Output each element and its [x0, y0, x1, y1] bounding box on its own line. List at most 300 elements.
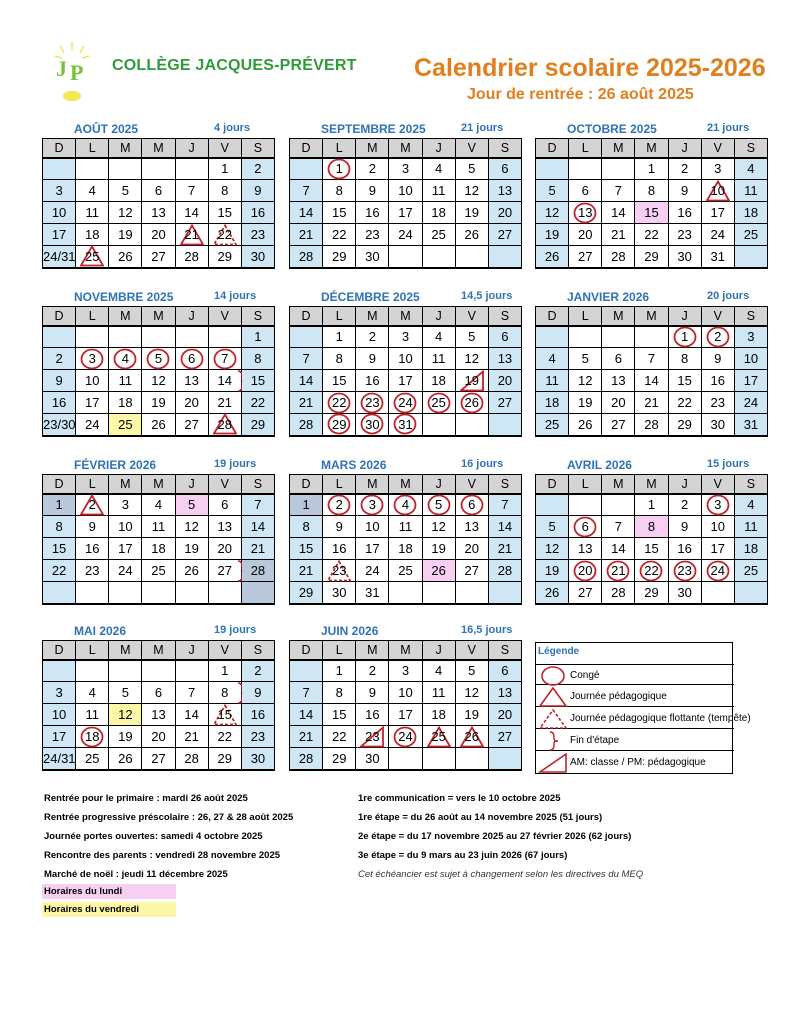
day-cell — [734, 414, 767, 436]
day-cell — [109, 516, 142, 538]
day-number: 3 — [747, 329, 755, 345]
day-number: 2 — [254, 663, 262, 679]
day-cell — [635, 494, 668, 516]
legend-title: Légende — [538, 646, 580, 657]
weekday-header: J — [175, 139, 208, 158]
weekday-header: S — [241, 475, 274, 494]
month-grid — [42, 306, 275, 437]
day-number: 22 — [331, 395, 347, 410]
day-cell — [602, 246, 635, 268]
day-number: 12 — [431, 519, 446, 534]
day-cell — [241, 370, 274, 392]
day-cell — [290, 348, 323, 370]
day-number: 9 — [254, 685, 262, 700]
day-number: 27 — [497, 729, 513, 744]
day-number: 1 — [221, 161, 229, 177]
day-cell — [455, 202, 488, 224]
day-number: 19 — [118, 227, 133, 242]
day-cell — [76, 326, 109, 348]
day-cell — [142, 704, 175, 726]
day-number: 1 — [221, 663, 229, 679]
day-cell — [43, 414, 76, 436]
day-cell — [323, 246, 356, 268]
day-number: 7 — [302, 351, 310, 366]
highlight-vendredi: Horaires du vendredi — [42, 902, 176, 917]
month-name: DÉCEMBRE 2025 — [321, 290, 420, 304]
day-number: 13 — [497, 351, 513, 366]
day-cell — [208, 224, 241, 246]
day-cell — [668, 158, 701, 180]
weekday-header: M — [142, 475, 175, 494]
day-number: 4 — [435, 329, 443, 345]
week-row — [43, 726, 275, 748]
day-number: 28 — [217, 416, 232, 432]
day-number: 1 — [302, 497, 310, 513]
weekday-header: M — [389, 307, 422, 326]
week-row — [536, 582, 768, 604]
week-row — [290, 326, 522, 348]
day-number: 7 — [302, 685, 310, 700]
week-row — [290, 392, 522, 414]
week-row — [290, 180, 522, 202]
day-number: 9 — [368, 183, 376, 198]
day-number: 21 — [298, 563, 314, 578]
day-number: 31 — [398, 416, 413, 432]
day-cell — [701, 516, 734, 538]
day-cell — [389, 704, 422, 726]
day-number: 15 — [331, 373, 347, 388]
day-number: 30 — [331, 584, 347, 600]
day-number: 21 — [611, 227, 626, 242]
day-number: 29 — [331, 248, 347, 264]
day-number: 28 — [644, 416, 659, 432]
weekday-header: V — [455, 307, 488, 326]
day-cell — [668, 180, 701, 202]
day-number: 21 — [644, 395, 659, 410]
day-cell — [422, 560, 455, 582]
day-number: 15 — [644, 541, 659, 556]
weekday-header: V — [208, 307, 241, 326]
day-cell — [241, 202, 274, 224]
day-number: 11 — [545, 373, 559, 388]
day-cell — [208, 682, 241, 704]
day-number: 10 — [710, 183, 725, 198]
day-cell — [455, 180, 488, 202]
day-cell — [536, 158, 569, 180]
month-name: MARS 2026 — [321, 458, 387, 472]
day-number: 14 — [298, 205, 314, 220]
day-number: 11 — [85, 707, 99, 722]
day-number: 20 — [577, 563, 593, 578]
day-cell — [241, 682, 274, 704]
day-cell — [76, 224, 109, 246]
day-number: 23 — [250, 729, 266, 744]
weekday-header: V — [701, 307, 734, 326]
day-number: 6 — [468, 497, 476, 513]
weekday-header: V — [208, 139, 241, 158]
day-number: 24 — [710, 227, 725, 242]
day-number: 16 — [250, 707, 266, 722]
day-cell — [142, 660, 175, 682]
day-number: 9 — [335, 519, 343, 534]
day-cell — [602, 158, 635, 180]
day-number: 25 — [743, 227, 759, 242]
month-grid — [289, 306, 522, 437]
day-cell — [701, 494, 734, 516]
day-number: 24/31 — [43, 750, 76, 766]
day-cell — [323, 582, 356, 604]
day-number: 26 — [431, 563, 446, 578]
day-cell — [43, 494, 76, 516]
day-cell — [569, 370, 602, 392]
week-row — [290, 560, 522, 582]
day-number: 7 — [221, 351, 229, 366]
day-cell — [701, 560, 734, 582]
weekday-header: D — [290, 641, 323, 660]
day-number: 15 — [51, 541, 67, 556]
day-number: 16 — [677, 205, 692, 220]
day-cell — [734, 180, 767, 202]
day-number: 4 — [154, 497, 163, 513]
day-number: 2 — [681, 161, 689, 177]
day-cell — [356, 494, 389, 516]
note-rentree-prescolaire: Rentrée progressive préscolaire : 26, 27 & 28 août 2025 — [44, 812, 294, 823]
day-cell — [175, 726, 208, 748]
day-cell — [290, 414, 323, 436]
weekday-header: S — [488, 139, 521, 158]
day-cell — [356, 246, 389, 268]
day-number: 3 — [401, 663, 410, 679]
day-cell — [422, 516, 455, 538]
day-cell — [175, 682, 208, 704]
day-number: 22 — [250, 395, 266, 410]
day-cell — [569, 224, 602, 246]
weekday-header: D — [43, 307, 76, 326]
day-number: 21 — [184, 729, 199, 744]
day-number: 17 — [743, 373, 759, 388]
day-number: 24 — [743, 395, 759, 410]
day-cell — [323, 660, 356, 682]
month-school-days: 19 jours — [214, 624, 257, 636]
day-cell — [43, 726, 76, 748]
day-cell — [668, 494, 701, 516]
month-grid — [42, 474, 275, 605]
day-number: 13 — [611, 373, 626, 388]
day-number: 8 — [335, 685, 343, 700]
week-row — [43, 494, 275, 516]
day-number: 26 — [184, 563, 199, 578]
day-cell — [635, 582, 668, 604]
weekday-header: M — [635, 307, 668, 326]
weekday-header: M — [356, 475, 389, 494]
note-rentree-primaire: Rentrée pour le primaire : mardi 26 août 2025 — [44, 793, 248, 804]
week-row — [290, 516, 522, 538]
day-cell — [635, 414, 668, 436]
day-cell — [602, 180, 635, 202]
day-number: 15 — [217, 707, 232, 722]
day-number: 4 — [435, 663, 443, 679]
day-cell — [290, 748, 323, 770]
day-number: 17 — [398, 707, 413, 722]
day-cell — [422, 246, 455, 268]
day-number: 25 — [544, 416, 560, 432]
note-marche-noel: Marché de noël : jeudi 11 décembre 2025 — [44, 869, 228, 880]
day-number: 3 — [88, 351, 96, 366]
day-cell — [455, 748, 488, 770]
day-cell — [208, 494, 241, 516]
day-cell — [455, 538, 488, 560]
day-number: 25 — [84, 248, 100, 264]
day-cell — [142, 392, 175, 414]
day-number: 5 — [121, 183, 129, 198]
weekday-header: V — [701, 139, 734, 158]
month-grid — [535, 138, 768, 269]
day-number: 12 — [151, 373, 166, 388]
legend — [535, 642, 751, 774]
weekday-header: D — [43, 475, 76, 494]
day-cell — [241, 748, 274, 770]
weekday-header: M — [109, 641, 142, 660]
day-cell — [175, 494, 208, 516]
day-number: 21 — [497, 541, 513, 556]
day-cell — [356, 158, 389, 180]
day-cell — [488, 682, 521, 704]
month-calendar — [42, 120, 275, 269]
day-number: 18 — [544, 395, 560, 410]
day-number: 5 — [548, 183, 556, 198]
day-number: 19 — [577, 395, 593, 410]
weekday-header: L — [76, 307, 109, 326]
day-cell — [323, 726, 356, 748]
day-cell — [356, 224, 389, 246]
day-number: 3 — [55, 685, 63, 700]
day-number: 18 — [431, 373, 446, 388]
weekday-header: J — [422, 475, 455, 494]
week-row — [536, 560, 768, 582]
day-cell — [323, 202, 356, 224]
weekday-header: S — [488, 475, 521, 494]
day-cell — [323, 682, 356, 704]
day-number: 8 — [221, 183, 229, 198]
day-cell — [569, 348, 602, 370]
week-row — [536, 326, 768, 348]
month-name: NOVEMBRE 2025 — [74, 290, 174, 304]
day-number: 8 — [55, 519, 63, 534]
weekday-header: S — [488, 307, 521, 326]
day-number: 25 — [151, 563, 166, 578]
day-cell — [109, 682, 142, 704]
note-etape-2: 2e étape = du 17 novembre 2025 au 27 février 2026 (62 jours) — [358, 831, 632, 842]
day-number: 18 — [84, 227, 100, 242]
weekday-header: S — [734, 307, 767, 326]
day-cell — [635, 560, 668, 582]
day-cell — [734, 202, 767, 224]
day-number: 26 — [544, 248, 560, 264]
day-cell — [142, 494, 175, 516]
weekday-header: M — [142, 307, 175, 326]
weekday-header: J — [175, 307, 208, 326]
month-calendar — [289, 456, 522, 605]
day-cell — [389, 224, 422, 246]
weekday-header: M — [142, 139, 175, 158]
weekday-header: V — [701, 475, 734, 494]
weekday-header: L — [569, 139, 602, 158]
day-cell — [389, 392, 422, 414]
day-number: 4 — [121, 351, 129, 366]
day-number: 28 — [184, 750, 199, 766]
day-number: 4 — [435, 161, 443, 177]
day-cell — [488, 246, 521, 268]
week-row — [43, 370, 275, 392]
weekday-header: J — [422, 641, 455, 660]
day-cell — [109, 538, 142, 560]
day-cell — [701, 582, 734, 604]
day-cell — [241, 560, 274, 582]
day-cell — [356, 682, 389, 704]
week-row — [536, 516, 768, 538]
weekday-header: J — [175, 475, 208, 494]
day-number: 29 — [677, 416, 692, 432]
weekday-header: J — [422, 139, 455, 158]
day-cell — [43, 348, 76, 370]
day-number: 2 — [335, 497, 343, 513]
day-number: 28 — [298, 750, 314, 766]
day-number: 16 — [365, 205, 380, 220]
day-cell — [701, 224, 734, 246]
day-number: 22 — [644, 563, 659, 578]
day-cell — [208, 414, 241, 436]
day-number: 12 — [544, 205, 560, 220]
day-number: 14 — [298, 707, 314, 722]
day-cell — [488, 158, 521, 180]
day-cell — [109, 326, 142, 348]
day-cell — [734, 582, 767, 604]
month-name: FÉVRIER 2026 — [74, 458, 157, 472]
day-number: 15 — [331, 205, 347, 220]
day-cell — [76, 158, 109, 180]
day-cell — [175, 582, 208, 604]
day-cell — [389, 180, 422, 202]
month-grid — [289, 474, 522, 605]
day-number: 19 — [151, 395, 166, 410]
day-cell — [241, 704, 274, 726]
day-number: 20 — [611, 395, 626, 410]
day-cell — [701, 414, 734, 436]
day-number: 13 — [497, 685, 513, 700]
month-calendar — [42, 456, 275, 605]
day-number: 23 — [710, 395, 725, 410]
day-cell — [241, 726, 274, 748]
day-cell — [488, 660, 521, 682]
day-cell — [734, 246, 767, 268]
day-cell — [422, 180, 455, 202]
day-cell — [569, 494, 602, 516]
day-cell — [76, 660, 109, 682]
day-number: 24 — [710, 563, 725, 578]
day-cell — [208, 704, 241, 726]
day-number: 26 — [464, 395, 479, 410]
day-number: 6 — [581, 519, 589, 534]
month-calendar — [535, 120, 768, 269]
day-number: 10 — [51, 707, 67, 722]
day-cell — [290, 682, 323, 704]
day-number: 17 — [710, 541, 725, 556]
day-cell — [290, 516, 323, 538]
day-number: 8 — [647, 183, 656, 198]
day-cell — [356, 414, 389, 436]
day-cell — [208, 726, 241, 748]
day-number: 26 — [118, 248, 133, 264]
day-cell — [536, 582, 569, 604]
day-cell — [142, 516, 175, 538]
day-number: 23 — [365, 227, 380, 242]
day-number: 14 — [497, 519, 513, 534]
day-number: 12 — [544, 541, 560, 556]
day-number: 16 — [677, 541, 692, 556]
day-number: 1 — [647, 497, 656, 513]
day-number: 3 — [55, 183, 63, 198]
day-cell — [208, 348, 241, 370]
page-title: Calendrier scolaire 2025-2026 — [414, 54, 766, 82]
day-cell — [569, 538, 602, 560]
day-cell — [323, 326, 356, 348]
day-number: 8 — [335, 183, 343, 198]
note-disclaimer: Cet échéancier est sujet à changement selon les directives du MEQ — [358, 869, 644, 880]
day-cell — [668, 202, 701, 224]
day-number: 25 — [84, 750, 100, 766]
day-cell — [76, 538, 109, 560]
day-number: 29 — [331, 416, 347, 432]
day-number: 11 — [85, 205, 99, 220]
week-row — [290, 370, 522, 392]
day-cell — [668, 516, 701, 538]
day-cell — [536, 202, 569, 224]
day-cell — [455, 726, 488, 748]
day-cell — [422, 704, 455, 726]
day-number: 18 — [431, 707, 446, 722]
weekday-header: L — [569, 307, 602, 326]
day-cell — [142, 726, 175, 748]
month-school-days: 14 jours — [214, 290, 257, 302]
svg-text:P: P — [70, 60, 84, 85]
weekday-header: V — [208, 641, 241, 660]
day-cell — [76, 682, 109, 704]
day-cell — [323, 348, 356, 370]
day-cell — [455, 246, 488, 268]
day-number: 2 — [254, 161, 262, 177]
day-number: 29 — [331, 750, 347, 766]
weekday-header: M — [635, 139, 668, 158]
day-cell — [208, 392, 241, 414]
weekday-header: D — [536, 307, 569, 326]
day-cell — [43, 392, 76, 414]
day-cell — [43, 202, 76, 224]
weekday-header: M — [109, 475, 142, 494]
day-number: 16 — [51, 395, 67, 410]
day-cell — [488, 370, 521, 392]
month-grid — [42, 640, 275, 771]
day-number: 1 — [254, 329, 262, 345]
day-number: 2 — [714, 329, 722, 345]
weekday-header: D — [536, 475, 569, 494]
day-number: 15 — [250, 373, 266, 388]
day-number: 21 — [250, 541, 266, 556]
day-number: 5 — [154, 351, 163, 366]
day-cell — [43, 326, 76, 348]
day-number: 28 — [611, 584, 626, 600]
day-number: 11 — [398, 519, 413, 534]
day-cell — [455, 704, 488, 726]
